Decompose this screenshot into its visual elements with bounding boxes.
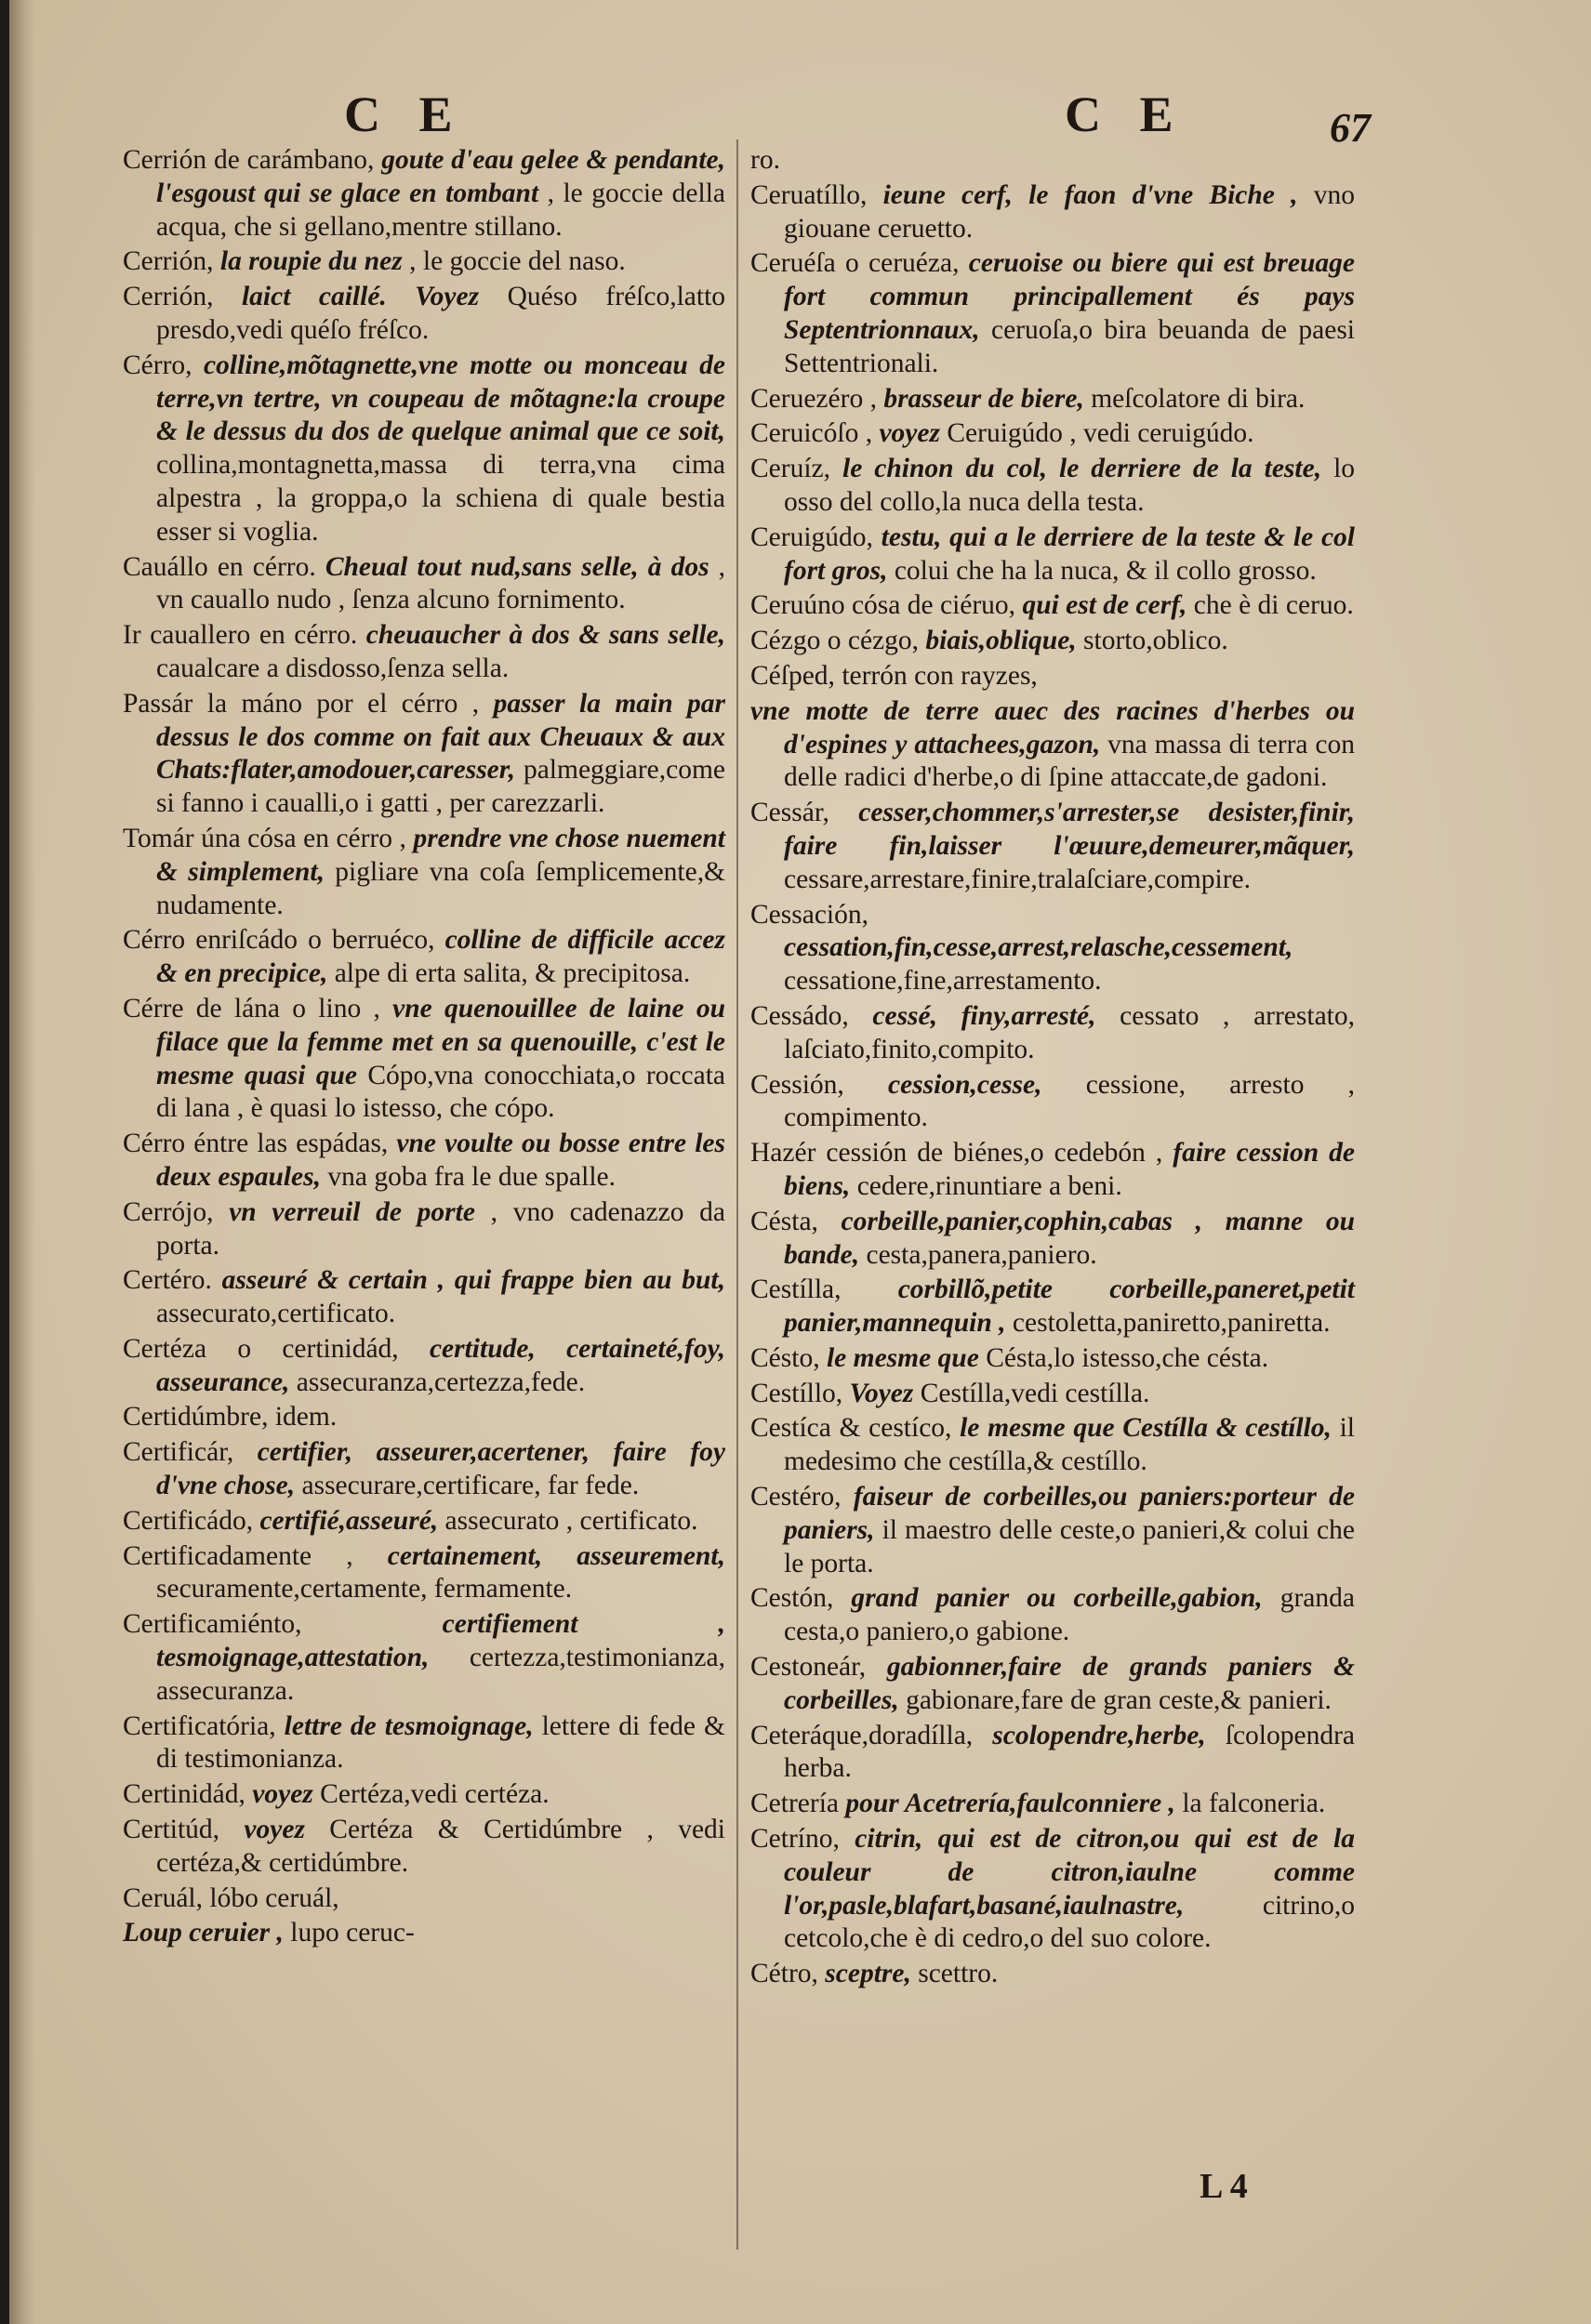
entry-french-gloss: qui est de cerf, — [1022, 590, 1187, 621]
entry-italian-gloss: assecurato,certificato. — [156, 1299, 396, 1329]
dictionary-entry — [123, 924, 725, 991]
entry-italian-gloss: assecurato , certificato. — [444, 1505, 698, 1536]
dictionary-entry — [750, 1069, 1355, 1136]
entry-italian-gloss: che è di ceruo. — [1193, 590, 1354, 621]
entry-french-gloss: cession,cesse, — [888, 1069, 1042, 1100]
dictionary-entry — [123, 1505, 725, 1538]
dictionary-entry — [750, 1412, 1355, 1479]
entry-headword: Certificamiénto, — [123, 1609, 302, 1640]
dictionary-entry — [750, 1823, 1355, 1956]
entry-french-gloss: lettre de tesmoignage, — [284, 1710, 534, 1741]
entry-headword: Ceruezéro , — [750, 383, 877, 414]
entry-headword: Césta, — [750, 1206, 818, 1236]
dictionary-entry — [750, 1958, 1355, 1991]
entry-french-gloss: gabionner,faire de grands paniers & corbeilles, — [784, 1652, 1355, 1715]
entry-french-gloss: certifier, asseurer,acertener, faire foy d'vne chose, — [156, 1437, 726, 1501]
entry-headword: Cessár, — [750, 798, 829, 828]
dictionary-entry — [123, 350, 725, 549]
entry-french-gloss: passer la main par dessus le dos comme on fait aux Cheuaux & aux Chats:flater,amodouer,caresser, — [156, 688, 726, 786]
entry-french-gloss: scolopendre,herbe, — [992, 1720, 1206, 1750]
entry-french-gloss: Loup ceruier , — [123, 1918, 284, 1948]
entry-italian-gloss: ceruoſa,o bira beuanda de paesi Settentrionali. — [784, 314, 1355, 378]
entry-headword: Ceruigúdo, — [750, 522, 873, 552]
entry-headword: Certificadamente , — [123, 1540, 353, 1571]
dictionary-entry — [750, 1274, 1355, 1340]
dictionary-entry — [750, 522, 1355, 588]
entry-italian-gloss: assecuranza,certezza,fede. — [296, 1367, 586, 1397]
entry-headword: Cerrión de carámbano, — [123, 145, 375, 175]
entry-french-gloss: le mesme que — [826, 1342, 979, 1373]
entry-french-gloss: ieune cerf, le faon d'vne Biche , — [882, 179, 1298, 210]
dictionary-entry — [750, 1000, 1355, 1067]
dictionary-entry — [123, 823, 725, 922]
dictionary-entry — [750, 660, 1355, 693]
entry-italian-gloss: cesta,panera,paniero. — [866, 1239, 1097, 1270]
entry-headword: Ceruatíllo, — [750, 179, 868, 210]
entry-headword: Hazér cessión de biénes,o cedebón , — [750, 1138, 1163, 1169]
entry-headword: Certificádo, — [123, 1505, 254, 1536]
entry-italian-gloss: lóbo ceruál, — [209, 1882, 339, 1913]
dictionary-entry — [123, 1401, 725, 1434]
entry-italian-gloss: Cestílla,vedi cestílla. — [920, 1378, 1150, 1408]
entry-headword: Cauállo en cérro. — [123, 551, 316, 582]
dictionary-entry — [123, 1196, 725, 1263]
entry-headword: Cérro, — [123, 350, 192, 380]
entry-french-gloss: certitude, certaineté,foy, asseurance, — [156, 1333, 726, 1397]
entry-headword: Cérro enriſcádo o berruéco, — [123, 925, 435, 956]
entry-headword: Cetríno, — [750, 1824, 840, 1855]
dictionary-entry — [750, 1582, 1355, 1649]
entry-french-gloss: voyez — [879, 418, 940, 449]
dictionary-entry — [750, 1481, 1355, 1580]
entry-headword: Cestoneár, — [750, 1652, 867, 1683]
entry-french-gloss: voyez — [252, 1779, 313, 1810]
dictionary-entry — [123, 1436, 725, 1503]
entry-headword: Cétro, — [750, 1959, 818, 1989]
page-edge-shadow — [9, 0, 35, 2324]
entry-headword: Passár la máno por el cérro , — [123, 688, 480, 719]
entry-italian-gloss: palmeggiare,come si fanno i caualli,o i gatti , per carezzarli. — [156, 755, 725, 819]
entry-french-gloss: corbeille,panier,cophin,cabas , manne ou bande, — [784, 1206, 1355, 1270]
entry-french-gloss: faire cession de biens, — [784, 1138, 1355, 1201]
dictionary-entry — [123, 281, 725, 348]
signature-mark: L 4 — [1200, 2167, 1248, 2206]
entry-french-gloss: vne voulte ou bosse entre les deux espaules, — [156, 1129, 725, 1192]
dictionary-entry — [750, 144, 1355, 178]
entry-italian-gloss: granda cesta,o paniero,o gabione. — [784, 1583, 1355, 1647]
entry-italian-gloss: idem. — [274, 1402, 338, 1433]
entry-headword: Certitúd, — [123, 1815, 220, 1845]
entry-headword: Cessación, — [750, 899, 868, 930]
entry-headword: Cestíca & cestíco, — [750, 1413, 952, 1444]
dictionary-entry — [123, 688, 725, 821]
entry-italian-gloss: cessione, arresto , compimento. — [784, 1069, 1356, 1133]
entry-italian-gloss: colui che ha la nuca, & il collo grosso. — [894, 555, 1317, 586]
entry-french-gloss: asseuré & certain , qui frappe bien au but, — [221, 1265, 726, 1296]
book-page — [9, 0, 1591, 2324]
entry-italian-gloss: collina,montagnetta,massa di terra,vna cima alpestra , la groppa,o la schiena di quale bestia esser si voglia. — [156, 450, 725, 547]
entry-french-gloss: voyez — [244, 1815, 305, 1845]
entry-italian-gloss: caualcare a disdosso,ſenza sella. — [156, 653, 510, 683]
entry-italian-gloss: scettro. — [918, 1959, 999, 1989]
entry-italian-gloss: Cópo,vna conocchiata,o roccata di lana , è quasi lo istesso, che cópo. — [156, 1060, 725, 1124]
entry-italian-gloss: lo osso del collo,la nuca della testa. — [784, 454, 1356, 517]
entry-french-gloss: brasseur de biere, — [883, 383, 1084, 414]
entry-french-gloss: biais,oblique, — [925, 626, 1077, 656]
entry-italian-gloss: cessato , arrestato, laſciato,finito,compito. — [784, 1000, 1355, 1064]
entry-french-gloss: citrin, qui est de citron,ou qui est de la couleur de citron,iaulne comme l'or,pasle,blafart,basané,iaulnastre, — [784, 1824, 1355, 1921]
dictionary-entry — [750, 899, 1355, 998]
column-rule — [736, 139, 738, 2250]
entry-italian-gloss: vna massa di terra con delle radici d'herbe,o di ſpine attaccate,de gadoni. — [784, 729, 1355, 793]
dictionary-entry — [750, 1720, 1355, 1787]
dictionary-entry — [750, 1342, 1355, 1376]
dictionary-entry — [750, 1137, 1355, 1204]
dictionary-entry — [750, 1788, 1355, 1821]
dictionary-entry — [750, 797, 1355, 896]
entry-italian-gloss: il maestro delle ceste,o panieri,& colui che le porta. — [784, 1514, 1355, 1578]
entry-italian-gloss: vna goba fra le due spalle. — [327, 1161, 616, 1192]
entry-headword: Certidúmbre, — [123, 1402, 269, 1433]
dictionary-entry — [123, 1128, 725, 1195]
entry-headword: Césto, — [750, 1342, 820, 1373]
entry-headword: Cérro éntre las espádas, — [123, 1129, 389, 1159]
entry-french-gloss: ceruoise ou biere qui est breuage fort commun principallement és pays Septentrionnaux, — [784, 248, 1356, 345]
dictionary-entry — [123, 993, 725, 1126]
dictionary-entry — [750, 1378, 1355, 1411]
entry-italian-gloss: certezza,testimonianza, assecuranza. — [156, 1643, 725, 1706]
entry-headword: Certéza o certinidád, — [123, 1333, 399, 1364]
entry-headword: Cerrión, — [123, 282, 214, 312]
entry-italian-gloss: la falconeria. — [1182, 1789, 1326, 1819]
entry-italian-gloss: pigliare vna coſa ſemplicemente,& nudamente. — [156, 856, 726, 920]
dictionary-entry — [123, 551, 725, 618]
entry-french-gloss: pour Acetrería,faulconniere , — [845, 1789, 1175, 1819]
entry-headword: Certinidád, — [123, 1779, 245, 1810]
entry-italian-gloss: lupo ceruc- — [290, 1918, 415, 1948]
entry-french-gloss: certainement, asseurement, — [387, 1540, 725, 1571]
entry-french-gloss: laict caillé. Voyez — [241, 282, 480, 312]
entry-french-gloss: faiseur de corbeilles,ou paniers:porteur de paniers, — [784, 1482, 1356, 1545]
entry-italian-gloss: cestoletta,paniretto,paniretta. — [1012, 1308, 1331, 1339]
entry-headword: Ceteráque,doradílla, — [750, 1720, 974, 1750]
dictionary-entry — [750, 625, 1355, 658]
entry-headword: Cerrójo, — [123, 1196, 214, 1227]
entry-italian-gloss: , le goccie della acqua, che si gellano,mentre stillano. — [156, 178, 725, 242]
dictionary-entry — [750, 695, 1355, 795]
entry-headword: Ceruicóſo , — [750, 418, 873, 449]
dictionary-entry — [123, 1540, 725, 1607]
dictionary-entry — [123, 1917, 725, 1950]
entry-italian-gloss: Ceruigúdo , vedi ceruigúdo. — [947, 418, 1254, 449]
entry-headword: Ceruíz, — [750, 454, 831, 484]
entry-french-gloss: cheuaucher à dos & sans selle, — [365, 620, 725, 651]
entry-french-gloss: colline de difficile accez & en precipice, — [156, 925, 725, 989]
entry-headword: Certificár, — [123, 1437, 234, 1468]
entry-headword: Cessión, — [750, 1069, 844, 1100]
entry-italian-gloss: Certéza,vedi certéza. — [320, 1779, 550, 1810]
dictionary-entry — [123, 144, 725, 244]
entry-headword: Certificatória, — [123, 1710, 276, 1741]
entry-headword: Cestón, — [750, 1583, 834, 1614]
entry-italian-gloss: assecurare,certificare, far fede. — [301, 1471, 640, 1501]
entry-french-gloss: grand panier ou corbeille,gabion, — [851, 1583, 1263, 1614]
entry-french-gloss: goute d'eau gelee & pendante, l'esgoust qui se glace en tombant — [156, 145, 725, 208]
entry-italian-gloss: ro. — [750, 145, 780, 175]
dictionary-entry — [750, 179, 1355, 246]
entry-italian-gloss: meſcolatore di bira. — [1091, 383, 1306, 414]
left-column — [123, 144, 725, 1952]
entry-italian-gloss: gabionare,fare de gran ceste,& panieri. — [906, 1684, 1332, 1715]
entry-italian-gloss: vno giouane ceruetto. — [784, 179, 1356, 244]
entry-italian-gloss: cedere,rinuntiare a beni. — [856, 1170, 1122, 1201]
entry-headword: Céſped, — [750, 660, 835, 691]
entry-headword: Cestílla, — [750, 1274, 842, 1305]
entry-italian-gloss: lettere di fede & di testimonianza. — [156, 1710, 725, 1775]
entry-italian-gloss: Césta,lo istesso,che césta. — [986, 1342, 1269, 1373]
dictionary-entry — [750, 1206, 1355, 1273]
entry-headword: Cetrería — [750, 1789, 839, 1819]
entry-french-gloss: Voyez — [849, 1378, 914, 1408]
entry-french-gloss: cesser,chommer,s'arrester,se desister,finir, faire fin,laisser l'œuure,demeurer,mãquer, — [784, 798, 1355, 861]
entry-italian-gloss: , le goccie del naso. — [409, 246, 626, 277]
entry-french-gloss: vn verreuil de porte — [229, 1196, 475, 1227]
entry-italian-gloss: cessatione,fine,arrestamento. — [784, 966, 1102, 997]
entry-headword: Tomár úna cósa en cérro , — [123, 823, 406, 853]
dictionary-entry — [750, 247, 1355, 380]
dictionary-entry — [123, 1710, 725, 1777]
entry-headword: Cestíllo, — [750, 1378, 843, 1408]
entry-french-gloss: certifié,asseuré, — [259, 1505, 439, 1536]
entry-french-gloss: le chinon du col, le derriere de la teste, — [842, 454, 1322, 484]
dictionary-entry — [123, 1882, 725, 1916]
entry-headword: Cestéro, — [750, 1482, 842, 1512]
entry-italian-gloss: , vno cadenazzo da porta. — [156, 1196, 726, 1261]
entry-italian-gloss: terrón con rayzes, — [842, 660, 1038, 691]
dictionary-entry — [123, 245, 725, 279]
entry-italian-gloss: ſcolopendra herba. — [784, 1720, 1355, 1784]
entry-italian-gloss: securamente,certamente, fermamente. — [156, 1574, 573, 1604]
entry-italian-gloss: cessare,arrestare,finire,tralaſciare,compire. — [784, 864, 1251, 894]
dictionary-entry — [750, 589, 1355, 623]
entry-french-gloss: la roupie du nez — [219, 246, 403, 277]
entry-italian-gloss: Certéza & Certidúmbre , vedi certéza,& certidúmbre. — [156, 1815, 726, 1878]
dictionary-entry — [123, 1333, 725, 1400]
entry-headword: Ceruúno cósa de ciéruo, — [750, 590, 1016, 621]
entry-italian-gloss: storto,oblico. — [1083, 626, 1228, 656]
entry-french-gloss: corbillõ,petite corbeille,paneret,petit panier,mannequin , — [784, 1274, 1355, 1339]
dictionary-entry — [750, 383, 1355, 416]
entry-headword: Cérre de lána o lino , — [123, 993, 380, 1023]
entry-headword: Ceruál, — [123, 1882, 204, 1913]
entry-french-gloss: testu, qui a le derriere de la teste & le col fort gros, — [784, 522, 1356, 586]
entry-headword: Cessádo, — [750, 1000, 849, 1031]
dictionary-entry — [123, 1778, 725, 1812]
dictionary-entry — [123, 619, 725, 686]
entry-french-gloss: vne quenouillee de laine ou filace que la femme met en sa quenouille, c'est le mesme quasi que — [156, 993, 725, 1090]
entry-headword: Cézgo o cézgo, — [750, 626, 920, 656]
entry-french-gloss: sceptre, — [825, 1959, 911, 1989]
entry-french-gloss: cessé, finy,arresté, — [872, 1000, 1096, 1031]
dictionary-entry — [750, 417, 1355, 451]
dictionary-entry — [123, 1608, 725, 1708]
running-head-left: C E — [344, 86, 466, 142]
entry-italian-gloss: il medesimo che cestílla,& cestíllo. — [784, 1413, 1356, 1477]
entry-french-gloss: cessation,fin,cesse,arrest,relasche,cessement, — [784, 932, 1293, 963]
running-head-right: C E — [1065, 86, 1187, 142]
entry-french-gloss: certifiement , tesmoignage,attestation, — [156, 1609, 725, 1673]
entry-headword: Cerrión, — [123, 246, 214, 277]
dictionary-entry — [123, 1814, 725, 1881]
page-number: 67 — [1330, 105, 1371, 151]
entry-italian-gloss: alpe di erta salita, & precipitosa. — [334, 958, 691, 989]
entry-headword: Ir cauallero en cérro. — [123, 620, 358, 651]
entry-french-gloss: le mesme que Cestílla & cestíllo, — [960, 1413, 1332, 1444]
entry-french-gloss: Cheual tout nud,sans selle, à dos — [325, 551, 709, 582]
entry-italian-gloss: Quéso fréſco,latto presdo,vedi quéſo fréſco. — [156, 282, 726, 345]
entry-french-gloss: colline,mõtagnette,vne motte ou monceau de terre,vn tertre, vn coupeau de mõtagne:la croupe & le dessus du dos de quelque animal que ce soit, — [156, 350, 726, 447]
entry-italian-gloss: , vn cauallo nudo , ſenza alcuno fornimento. — [156, 551, 726, 615]
dictionary-entry — [750, 453, 1355, 520]
dictionary-entry — [123, 1264, 725, 1331]
dictionary-entry — [750, 1651, 1355, 1718]
entry-headword: Ceruéſa o ceruéza, — [750, 248, 960, 279]
right-column — [750, 144, 1355, 1993]
entry-italian-gloss: citrino,o cetcolo,che è di cedro,o del suo colore. — [784, 1890, 1355, 1954]
entry-french-gloss: prendre vne chose nuement & simplement, — [156, 823, 725, 887]
entry-headword: Certéro. — [123, 1265, 212, 1296]
entry-french-gloss: vne motte de terre auec des racines d'herbes ou d'espines y attachees,gazon, — [750, 695, 1355, 759]
